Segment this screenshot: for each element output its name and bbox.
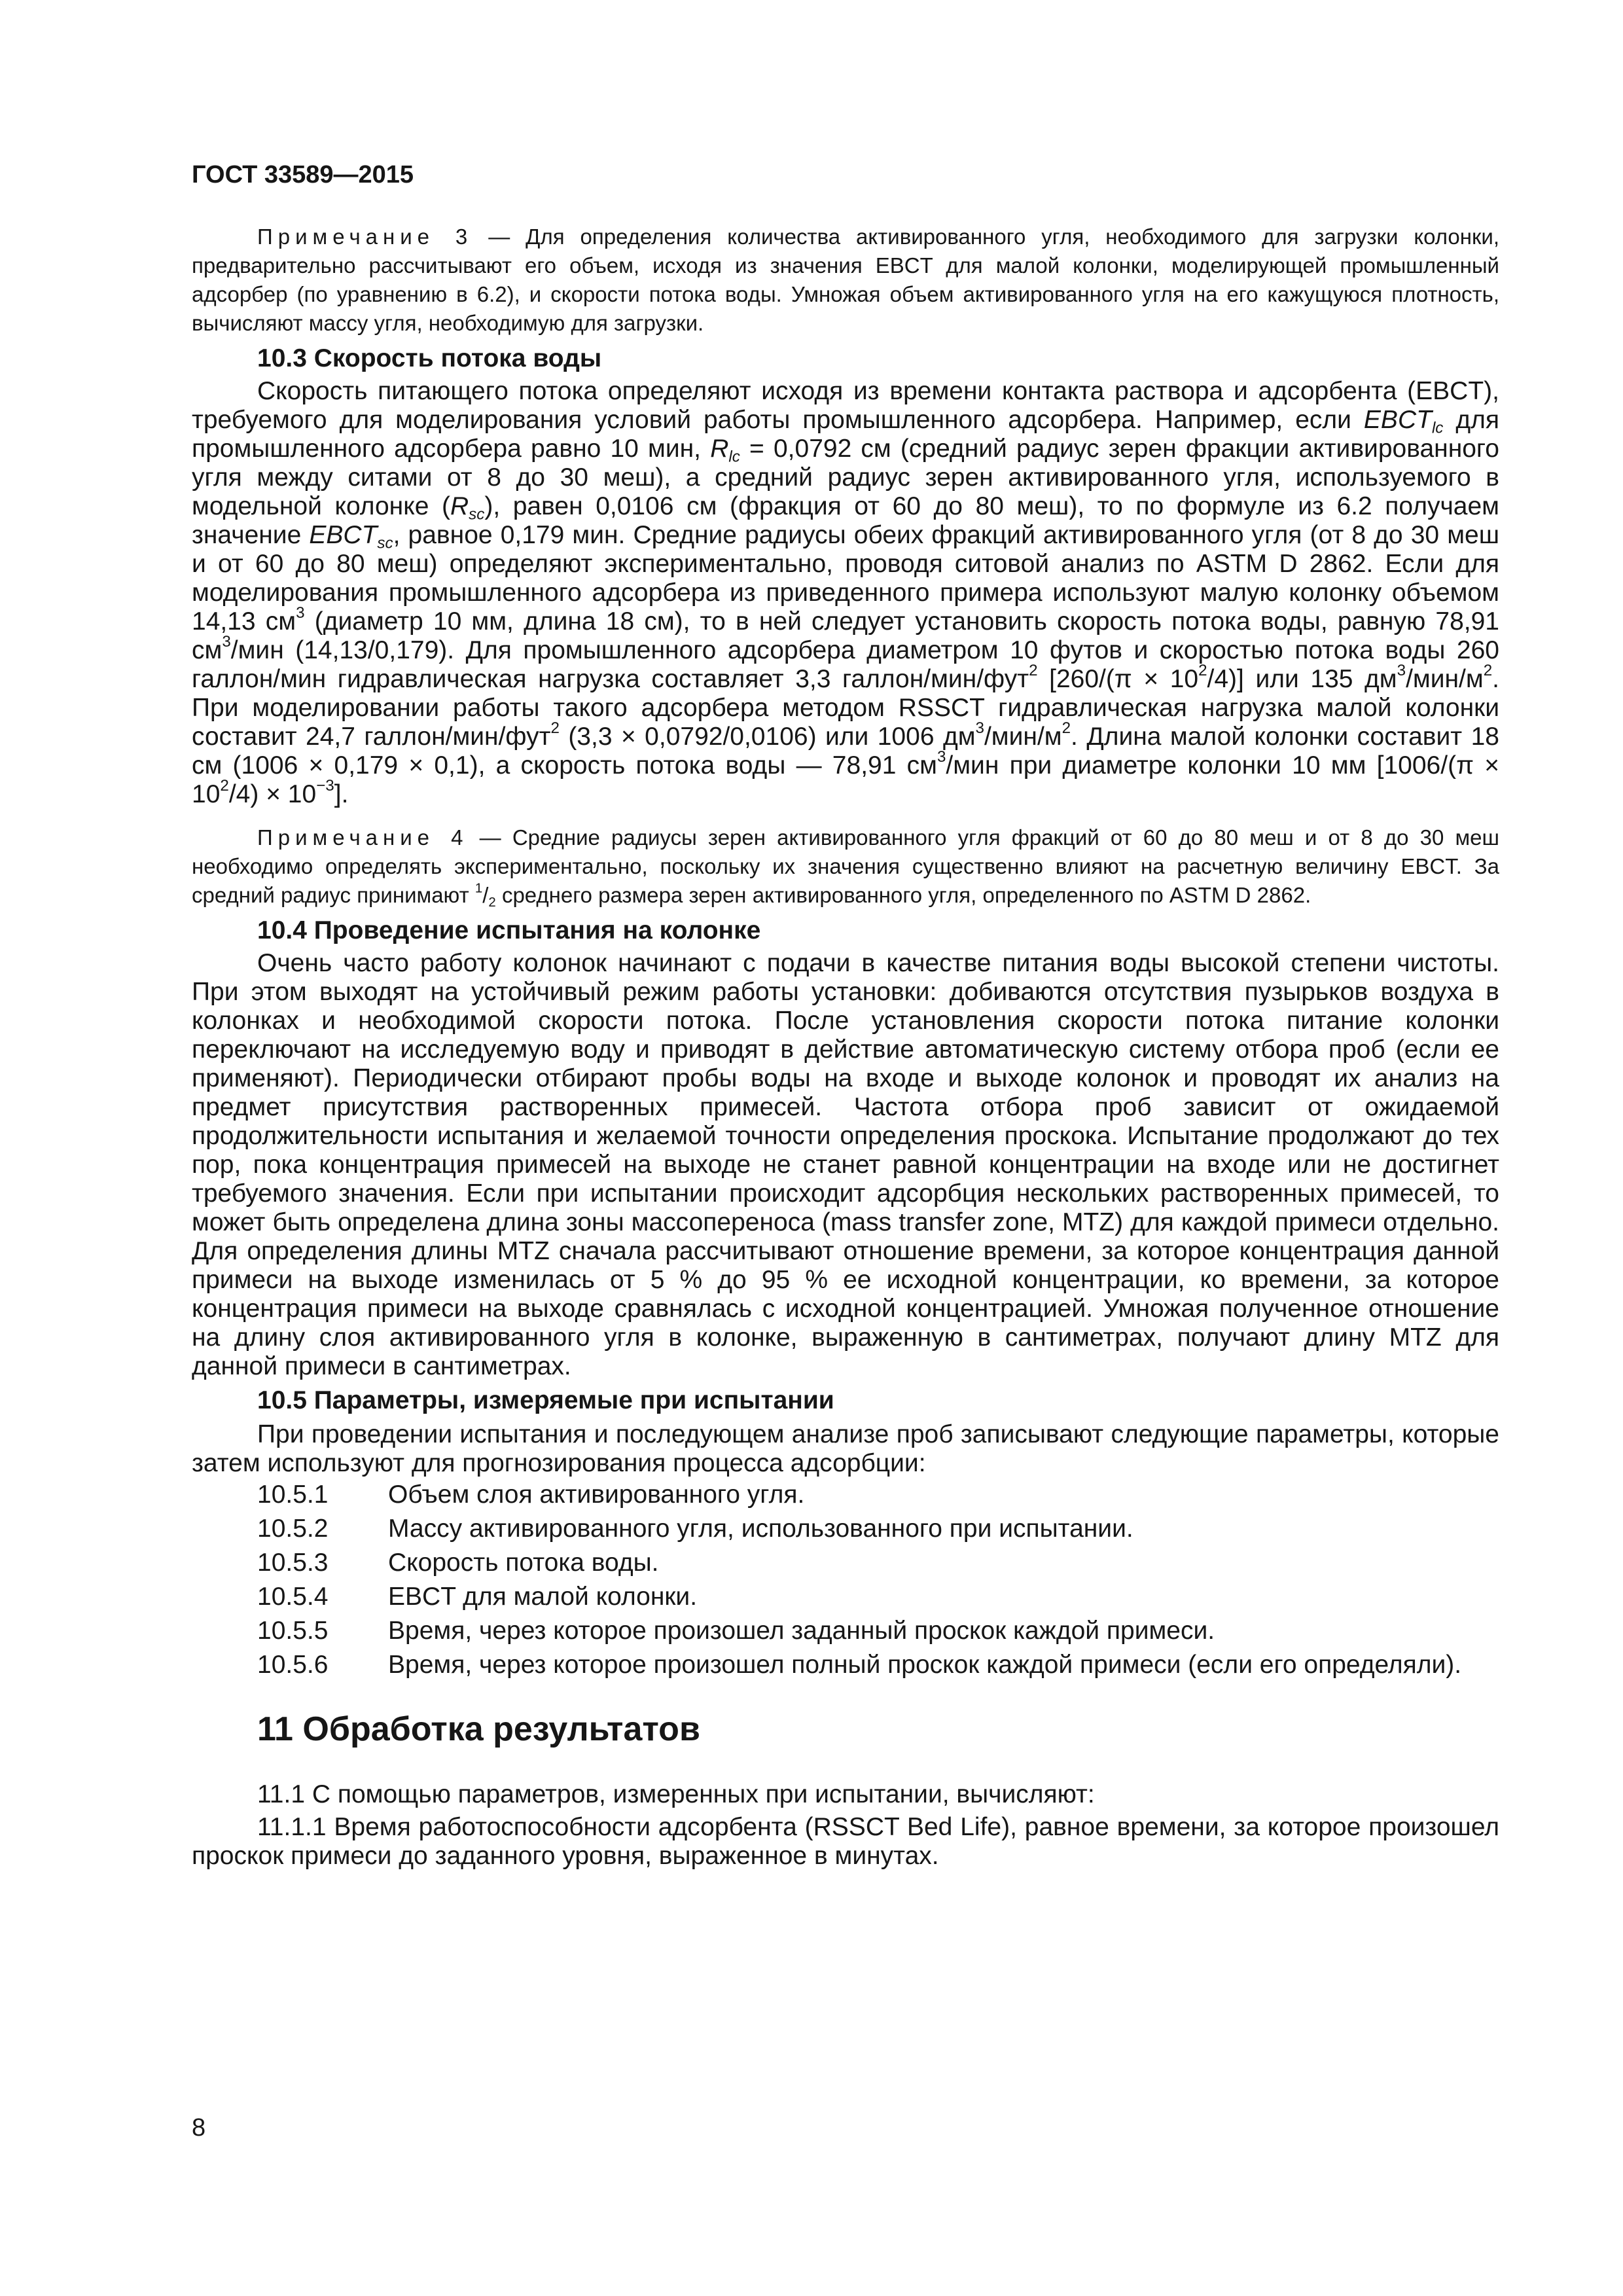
list-item bbox=[257, 1480, 1499, 1509]
paragraph-11-1-1: 11.1.1 Время работоспособности адсорбента (RSSCT Bed Life), равное времени, за которое произошел проскок примеси до заданного уровня, выраженное в минутах. bbox=[192, 1813, 1499, 1870]
paragraph-11-1: 11.1 С помощью параметров, измеренных при испытании, вычисляют: bbox=[257, 1780, 1095, 1808]
list-item bbox=[257, 1617, 1499, 1645]
list-item bbox=[257, 1651, 1499, 1679]
note-4: Примечание 4 — Средние радиусы зерен активированного угля фракций от 60 до 80 меш и от 8 до 30 меш необходимо определять экспериментально, поскольку их значения существенно влияют на расчетную величину EBCT. За средний радиус принимают $^1/_2$ среднего размера зерен активированного угля, определенного по ASTM D 2862. bbox=[192, 825, 1500, 910]
superscript: 2 bbox=[1061, 719, 1071, 737]
text-run: . Длина малой колонки составит 18 см (1006 × 0,179 × 0,1), а скорость потока воды — 78,91 см bbox=[192, 723, 1499, 780]
text-run: [260/(π × 10 bbox=[1037, 665, 1199, 693]
text-run: для промышленного адсорбера равно 10 мин, bbox=[192, 406, 1500, 463]
text-run: ), равен 0,0106 см (фракция от 60 до 80 меш), то по формуле из 6.2 получаем значение bbox=[192, 492, 1499, 549]
item-text: EBCT для малой колонки. bbox=[388, 1583, 698, 1611]
text-run: EBCT bbox=[309, 521, 378, 549]
note-4-text: — Средние радиусы зерен активированного угля фракций от 60 до 80 меш и от 8 до 30 меш необходимо определять экспериментально, поскольку их значения существенно влияют на расчетную величину EBCT. За средний радиус принимают bbox=[192, 825, 1500, 907]
superscript: 3 bbox=[1397, 661, 1406, 679]
paragraph-10-4: Очень часто работу колонок начинают с подачи в качестве питания воды высокой степени чистоты. При этом выходят на устойчивый режим работы установки: добиваются отсутствия пузырьков воздуха в колонках и необходимой скорости потока. После установления скорости потока питание колонки переключают на исследуемую воду и приводят в действие автоматическую систему отбора проб (если ее применяют). Периодически отбирают пробы воды на входе и выходе колонок и проводят их анализ на предмет присутствия растворенных примесей. Частота отбора проб зависит от ожидаемой продолжительности испытания и желаемой точности определения проскока. Испытание продолжают до тех пор, пока концентрация примесей на выходе не станет равной концентрации на входе или не достигнет требуемого значения. Если при испытании происходит адсорбция нескольких растворенных примесей, то может быть определена длина зоны массопереноса (mass transfer zone, MTZ) для каждой примеси отдельно. Для определения длины MTZ сначала рассчитывают отношение времени, за которое концентрация данной примеси на выходе изменилась от 5 % до 95 % ее исходной концентрации, ко времени, за которое концентрация примеси на выходе сравнялась с исходной концентрацией. Умножая полученное отношение на длину слоя активированного угля в колонке, выраженную в сантиметрах, получают длину MTZ для данной примеси в сантиметрах. bbox=[192, 949, 1499, 1380]
text-run: /мин при диаметре колонки 10 мм [1006/(π × 10 bbox=[192, 751, 1499, 808]
item-number: 10.5.2 bbox=[257, 1515, 329, 1543]
note-3-text: — Для определения количества активированного угля, необходимого для загрузки колонки, предварительно рассчитывают его объем, исходя из значения EBCT для малой колонки, моделирующей промышленный адсорбер (по уравнению в 6.2), и скорости потока воды. Умножая объем активированного угля на его кажущуюся плотность, вычисляют массу угля, необходимую для загрузки. bbox=[192, 224, 1499, 335]
superscript: 2 bbox=[1483, 661, 1493, 679]
text-run: lc bbox=[1431, 419, 1444, 437]
item-number: 10.5.4 bbox=[257, 1583, 329, 1611]
paragraph-10-5-intro: При проведении испытания и последующем анализе проб записывают следующие параметры, которые затем используют для прогнозирования процесса адсорбции: bbox=[192, 1420, 1499, 1477]
text-run: ]. bbox=[334, 780, 349, 808]
text-run: = 0,0792 см (средний радиус зерен фракции активированного угля между ситами от 8 до 30 меш), а средний радиус зерен активированного угля, используемого в модельной колонке ( bbox=[192, 435, 1499, 520]
parameter-list bbox=[192, 1480, 1499, 1679]
text-run: R bbox=[710, 435, 729, 463]
list-item bbox=[257, 1515, 1499, 1543]
fraction-numerator: 1 bbox=[474, 880, 483, 896]
superscript: 2 bbox=[1198, 661, 1207, 679]
text-run: sc bbox=[377, 534, 393, 552]
item-text: Объем слоя активированного угля. bbox=[388, 1480, 805, 1509]
note-3 bbox=[192, 223, 1499, 338]
paragraph-10-3 bbox=[192, 377, 1499, 809]
superscript: 3 bbox=[222, 632, 231, 651]
text-run: (3,3 × 0,0792/0,0106) или 1006 дм bbox=[559, 723, 976, 751]
text-run: Скорость питающего потока определяют исходя из времени контакта раствора и адсорбента (EBCT), требуемого для моделирования условий работы промышленного адсорбера. Например, если bbox=[192, 377, 1499, 434]
item-number: 10.5.1 bbox=[257, 1480, 329, 1509]
heading-section-11: 11 Обработка результатов bbox=[257, 1710, 700, 1748]
document-header: ГОСТ 33589—2015 bbox=[192, 161, 414, 188]
superscript: 3 bbox=[975, 719, 984, 737]
text-run: EBCT bbox=[1363, 406, 1432, 434]
fraction-denominator: 2 bbox=[488, 895, 496, 910]
item-text: Массу активированного угля, использованного при испытании. bbox=[388, 1515, 1133, 1543]
text-run: lc bbox=[728, 448, 740, 466]
heading-10-3: 10.3 Скорость потока воды bbox=[257, 344, 602, 372]
page-number: 8 bbox=[192, 2114, 206, 2142]
text-run: /4) × 10 bbox=[228, 780, 317, 808]
text-run: (диаметр 10 мм, длина 18 см), то в ней следует установить скорость потока воды, равную 78,91 см bbox=[192, 607, 1499, 664]
text-run: R bbox=[450, 492, 469, 520]
text-run: /мин (14,13/0,179). Для промышленного адсорбера диаметром 10 футов и скоростью потока воды 260 галлон/мин гидравлическая нагрузка составляет 3,3 галлон/мин/фут bbox=[192, 636, 1499, 693]
superscript: 3 bbox=[296, 603, 305, 622]
item-number: 10.5.5 bbox=[257, 1617, 329, 1645]
text-run: , равное 0,179 мин. Средние радиусы обеих фракций активированного угля (от 8 до 30 меш и от 60 до 80 меш) определяют экспериментально, проводя ситовой анализ по ASTM D 2862. Если для моделирования промышленного адсорбера из приведенного примера используют малую колонку объемом 14,13 см bbox=[192, 521, 1499, 636]
superscript: 2 bbox=[1029, 661, 1038, 679]
list-item bbox=[257, 1549, 1499, 1577]
note-4-label: Примечание 4 bbox=[257, 825, 469, 850]
page-content bbox=[192, 223, 1499, 1871]
superscript: 2 bbox=[550, 719, 560, 737]
superscript: 3 bbox=[936, 747, 946, 766]
heading-10-4: 10.4 Проведение испытания на колонке bbox=[257, 916, 761, 944]
item-text: Время, через которое произошел заданный проскок каждой примеси. bbox=[388, 1617, 1215, 1645]
note-3-label: Примечание 3 bbox=[257, 224, 473, 249]
list-item bbox=[257, 1583, 1499, 1611]
text-run: /мин/м bbox=[1406, 665, 1484, 693]
item-text: Время, через которое произошел полный проскок каждой примеси (если его определяли). bbox=[388, 1651, 1462, 1679]
text-run: /мин/м bbox=[984, 723, 1062, 751]
item-text: Скорость потока воды. bbox=[388, 1549, 659, 1577]
note-4-text: среднего размера зерен активированного угля, определенного по ASTM D 2862. bbox=[495, 883, 1311, 907]
item-number: 10.5.6 bbox=[257, 1651, 329, 1679]
item-number: 10.5.3 bbox=[257, 1549, 329, 1577]
superscript: 2 bbox=[220, 776, 229, 795]
heading-10-5: 10.5 Параметры, измеряемые при испытании bbox=[257, 1386, 834, 1414]
text-run: sc bbox=[469, 505, 485, 524]
text-run: . При моделировании работы такого адсорбера методом RSSCT гидравлическая нагрузка малой колонки составит 24,7 галлон/мин/фут bbox=[192, 665, 1499, 751]
superscript: −3 bbox=[316, 776, 334, 795]
text-run: /4)] или 135 дм bbox=[1207, 665, 1397, 693]
